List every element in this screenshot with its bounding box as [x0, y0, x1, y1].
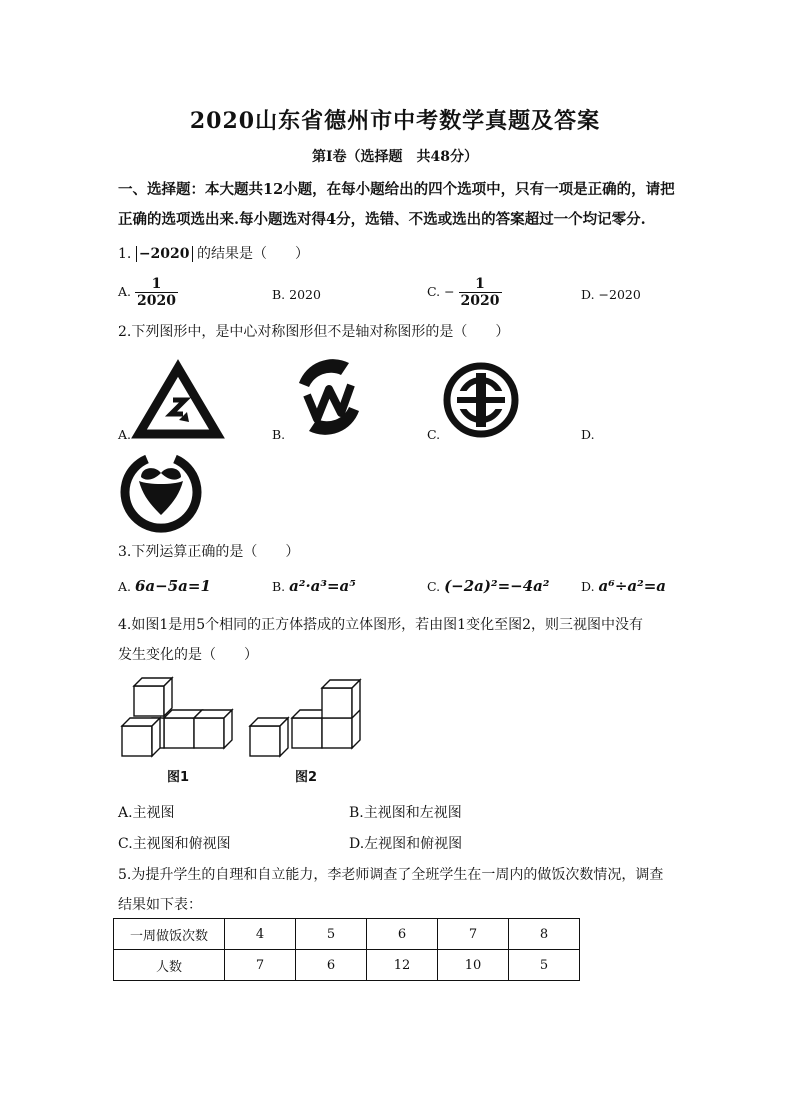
table-cell: 7 [438, 919, 509, 950]
table-cell: 7 [225, 950, 296, 981]
q4-option-d[interactable]: D.左视图和俯视图 [349, 836, 463, 852]
table-row [114, 950, 580, 981]
table-cell: 5 [509, 950, 580, 981]
q4-option-b[interactable]: B.主视图和左视图 [349, 805, 462, 821]
table-cell: 8 [509, 919, 580, 950]
q1-option-a-fraction [135, 276, 178, 309]
q4-option-c[interactable]: C.主视图和俯视图 [118, 836, 231, 852]
q3-a-expression: 6a−5a=1 [135, 577, 211, 595]
q3-option-b[interactable] [272, 577, 356, 595]
circle-heart-logo-icon [119, 451, 203, 531]
q1-number: 1. [118, 246, 132, 262]
figure-2-label: 图2 [294, 770, 318, 785]
q1-a-numerator: 1 [151, 276, 162, 292]
q3-b-expression: a²·a³=a⁵ [289, 577, 356, 595]
q1-option-a-label: A. [118, 284, 132, 299]
q3-d-expression: a⁶÷a²=a [598, 577, 666, 595]
q1-option-b[interactable]: B. 2020 [272, 287, 321, 302]
question-5-line-2: 结果如下表： [118, 897, 202, 913]
table-cell: 4 [225, 919, 296, 950]
q3-c-label: C. [427, 579, 441, 594]
q3-option-a[interactable] [118, 577, 211, 595]
section-subtitle: 第Ⅰ卷（选择题 共48分） [311, 149, 479, 165]
q4-option-a[interactable]: A.主视图 [118, 805, 175, 821]
q3-b-label: B. [272, 579, 286, 594]
q1-c-denominator: 2020 [460, 293, 500, 309]
q2-option-b[interactable]: B. [272, 427, 286, 442]
warning-triangle-sign-icon [135, 362, 221, 438]
q1-option-a[interactable] [118, 276, 178, 309]
question-3: 3.下列运算正确的是（ ） [118, 544, 300, 560]
q1-option-c-fraction [459, 276, 502, 309]
q1-option-c-label: C. − [427, 284, 455, 299]
q2-option-c[interactable]: C. [427, 427, 441, 442]
q1-option-c[interactable] [427, 276, 502, 309]
question-5-line-1: 5.为提升学生的自理和自立能力，李老师调查了全班学生在一周内的做饭次数情况，调查 [118, 867, 664, 883]
instructions-line-2: 正确的选项选出来.每小题选对得4分，选错、不选或选出的答案超过一个均记零分. [118, 211, 646, 228]
rotational-w-logo-icon [287, 355, 371, 439]
q2-option-a[interactable]: A. [118, 427, 132, 442]
q3-d-label: D. [581, 579, 595, 594]
instructions-line-1: 一、选择题：本大题共12小题，在每小题给出的四个选项中，只有一项是正确的，请把 [118, 181, 675, 198]
concentric-circle-zhong-logo-icon [442, 361, 520, 439]
cube-figures-diagram [118, 674, 368, 789]
q3-c-expression: (−2a)²=−4a² [444, 577, 550, 595]
table-cell: 5 [296, 919, 367, 950]
table-cell: 6 [296, 950, 367, 981]
question-2: 2.下列图形中，是中心对称图形但不是轴对称图形的是（ ） [118, 324, 510, 340]
q1-option-d[interactable]: D. −2020 [581, 287, 641, 302]
question-4-line-1: 4.如图1是用5个相同的正方体搭成的立体图形，若由图1变化至图2，则三视图中没有 [118, 617, 643, 633]
q2-option-d[interactable]: D. [581, 427, 595, 442]
figure-1-label: 图1 [166, 770, 190, 785]
cooking-frequency-table [113, 918, 580, 981]
table-cell: 12 [367, 950, 438, 981]
q3-option-c[interactable] [427, 577, 549, 595]
q1-a-denominator: 2020 [137, 293, 176, 309]
question-4-line-2: 发生变化的是（ ） [118, 647, 258, 663]
figure-2-cubes [250, 680, 360, 756]
q1-abs-expression: −2020 [136, 246, 193, 262]
q1-text: 的结果是（ ） [196, 246, 309, 262]
q3-option-d[interactable] [581, 577, 666, 595]
q3-a-label: A. [118, 579, 132, 594]
table-cell: 10 [438, 950, 509, 981]
table-row [114, 919, 580, 950]
q1-c-numerator: 1 [475, 276, 485, 292]
table-cell: 6 [367, 919, 438, 950]
table-header-cell: 一周做饭次数 [114, 919, 225, 950]
question-1 [118, 243, 309, 263]
figure-1-cubes [122, 678, 232, 756]
page-title: 2020山东省德州市中考数学真题及答案 [189, 108, 601, 134]
table-header-cell: 人数 [114, 950, 225, 981]
